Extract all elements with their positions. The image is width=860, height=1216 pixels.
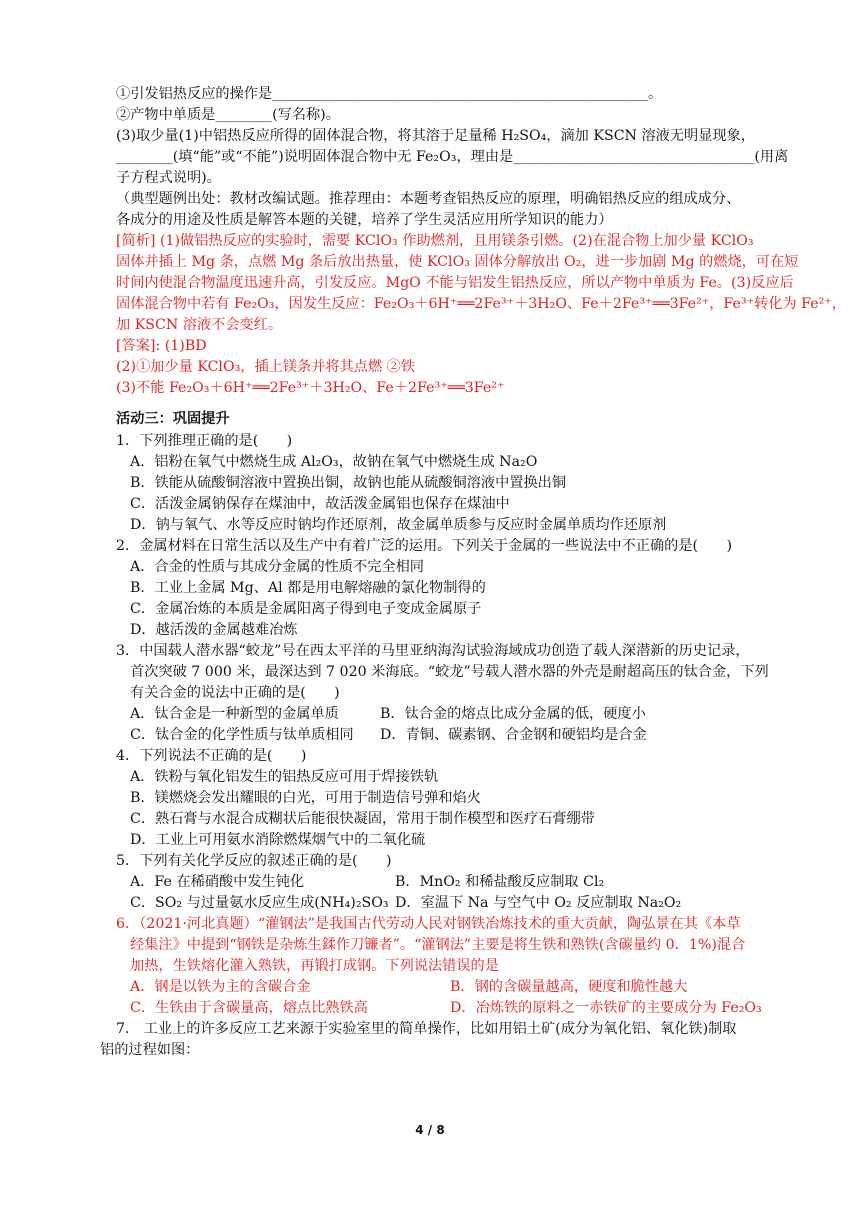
question-stem: 加热，生铁熔化灌入熟铁，再锻打成钢。下列说法错误的是 xyxy=(130,958,499,974)
text-line: 各成分的用途及性质是解答本题的关键，培养了学生灵活应用所学知识的能力） xyxy=(116,212,613,228)
text-line: ①引发铝热反应的操作是_____________________________________________________。 xyxy=(116,86,663,102)
question-stem: 2．金属材料在日常生活以及生产中有着广泛的运用。下列关于金属的一些说法中不正确的是( ) xyxy=(116,538,732,554)
question-option: A．钢是以铁为主的含碳合金 xyxy=(130,979,311,995)
question-stem: 经集注》中提到“钢铁是杂炼生鍒作刀镰者”。“灌钢法”主要是将生铁和熟铁(含碳量约 0．1%)混合 xyxy=(130,937,746,953)
question-option: D．钠与氧气、水等反应时钠均作还原剂，故金属单质参与反应时金属单质均作还原剂 xyxy=(130,517,667,533)
question-stem: 有关合金的说法中正确的是( ) xyxy=(130,685,340,701)
question-stem: 5．下列有关化学反应的叙述正确的是( ) xyxy=(116,853,392,869)
question-option: A．合金的性质与其成分金属的性质不完全相同 xyxy=(130,559,424,575)
question-option: B．MnO₂ 和稀盐酸反应制取 Cl₂ xyxy=(395,874,605,890)
question-option: B．铁能从硫酸铜溶液中置换出铜，故钠也能从硫酸铜溶液中置换出铜 xyxy=(130,475,567,491)
text-line: ________(填“能”或“不能”)说明固体混合物中无 Fe₂O₃，理由是__________________________________(用离 xyxy=(116,149,789,165)
question-stem: 3．中国载人潜水器“蛟龙”号在西太平洋的马里亚纳海沟试验海域成功创造了载人深潜新的历史记录， xyxy=(116,643,750,659)
question-option: D．室温下 Na 与空气中 O₂ 反应制取 Na₂O₂ xyxy=(395,895,682,911)
question-option: D．越活泼的金属越难冶炼 xyxy=(130,622,298,638)
text-line: ②产物中单质是________(写名称)。 xyxy=(116,107,340,123)
question-stem: 1．下列推理正确的是( ) xyxy=(116,433,293,449)
question-stem: 7． 工业上的许多反应工艺来源于实验室里的简单操作，比如用铝土矿(成分为氧化铝、氧化铁)制取 xyxy=(116,1021,737,1037)
question-option: A．Fe 在稀硝酸中发生钝化 xyxy=(130,874,305,890)
question-option: C．SO₂ 与过量氨水反应生成(NH₄)₂SO₃ xyxy=(130,895,389,911)
question-option: B．钢的含碳量越高，硬度和脆性越大 xyxy=(450,979,688,995)
question-stem: 铝的过程如图： xyxy=(100,1042,200,1058)
question-option: D．工业上可用氨水消除燃煤烟气中的二氧化硫 xyxy=(130,832,426,848)
text-line: （典型题例出处：教材改编试题。推荐理由：本题考查铝热反应的原理，明确铝热反应的组成成分、 xyxy=(116,191,741,207)
question-option: C．熟石膏与水混合成糊状后能很快凝固，常用于制作模型和医疗石膏绷带 xyxy=(130,811,595,827)
question-stem: 首次突破 7 000 米，最深达到 7 020 米海底。“蛟龙”号载人潜水器的外壳是耐超高压的钛合金，下列 xyxy=(130,664,769,680)
question-option: A．钛合金是一种新型的金属单质 xyxy=(130,706,339,722)
analysis-line: 加 KSCN 溶液不会变红。 xyxy=(116,317,283,333)
question-option: A．铁粉与氧化铝发生的铝热反应可用于焊接铁轨 xyxy=(130,769,439,785)
section-heading: 活动三：巩固提升 xyxy=(116,411,230,427)
page-number: 4 / 8 xyxy=(415,1123,445,1137)
analysis-line: 时间内使混合物温度迅速升高，引发反应。MgO 不能与铝发生铝热反应，所以产物中单质为 Fe。(3)反应后 xyxy=(116,275,794,291)
answer-line: (3)不能 Fe₂O₃＋6H⁺══2Fe³⁺＋3H₂O、Fe＋2Fe³⁺══3Fe²⁺ xyxy=(116,380,505,396)
question-stem: 4．下列说法不正确的是( ) xyxy=(116,748,307,764)
question-option: C．活泼金属钠保存在煤油中，故活泼金属铝也保存在煤油中 xyxy=(130,496,510,512)
answer-line: (2)①加少量 KClO₃，插上镁条并将其点燃 ②铁 xyxy=(116,359,416,375)
text-line: (3)取少量(1)中铝热反应所得的固体混合物，将其溶于足量稀 H₂SO₄，滴加 KSCN 溶液无明显现象， xyxy=(116,128,755,144)
analysis-line: 固体并插上 Mg 条，点燃 Mg 条后放出热量，使 KClO₃ 固体分解放出 O₂，进一步加剧 Mg 的燃烧，可在短 xyxy=(116,254,799,270)
analysis-line: 固体混合物中若有 Fe₂O₃，因发生反应：Fe₂O₃＋6H⁺══2Fe³⁺＋3H₂O、Fe＋2Fe³⁺══3Fe²⁺，Fe³⁺转化为 Fe²⁺， xyxy=(116,296,846,312)
question-option: B．钛合金的熔点比成分金属的低，硬度小 xyxy=(380,706,646,722)
question-option: B．镁燃烧会发出耀眼的白光，可用于制造信号弹和焰火 xyxy=(130,790,481,806)
question-option: C．生铁由于含碳量高，熔点比熟铁高 xyxy=(130,1000,368,1016)
question-stem: 6．（2021·河北真题）“灌钢法”是我国古代劳动人民对钢铁冶炼技术的重大贡献，陶弘景在其《本草 xyxy=(116,916,741,932)
answer-line: [答案]: (1)BD xyxy=(116,338,207,354)
question-option: B．工业上金属 Mg、Al 都是用电解熔融的氯化物制得的 xyxy=(130,580,486,596)
question-option: C．钛合金的化学性质与钛单质相同 xyxy=(130,727,354,743)
question-option: D．冶炼铁的原料之一赤铁矿的主要成分为 Fe₂O₃ xyxy=(450,1000,762,1016)
text-line: 子方程式说明)。 xyxy=(116,170,221,186)
question-option: C．金属冶炼的本质是金属阳离子得到电子变成金属原子 xyxy=(130,601,482,617)
question-option: D．青铜、碳素钢、合金钢和硬铝均是合金 xyxy=(380,727,647,743)
analysis-line: [简析] (1)做铝热反应的实验时，需要 KClO₃ 作助燃剂，且用镁条引燃。(2)在混合物上加少量 KClO₃ xyxy=(116,233,754,249)
question-option: A．铝粉在氧气中燃烧生成 Al₂O₃，故钠在氧气中燃烧生成 Na₂O xyxy=(130,454,538,470)
